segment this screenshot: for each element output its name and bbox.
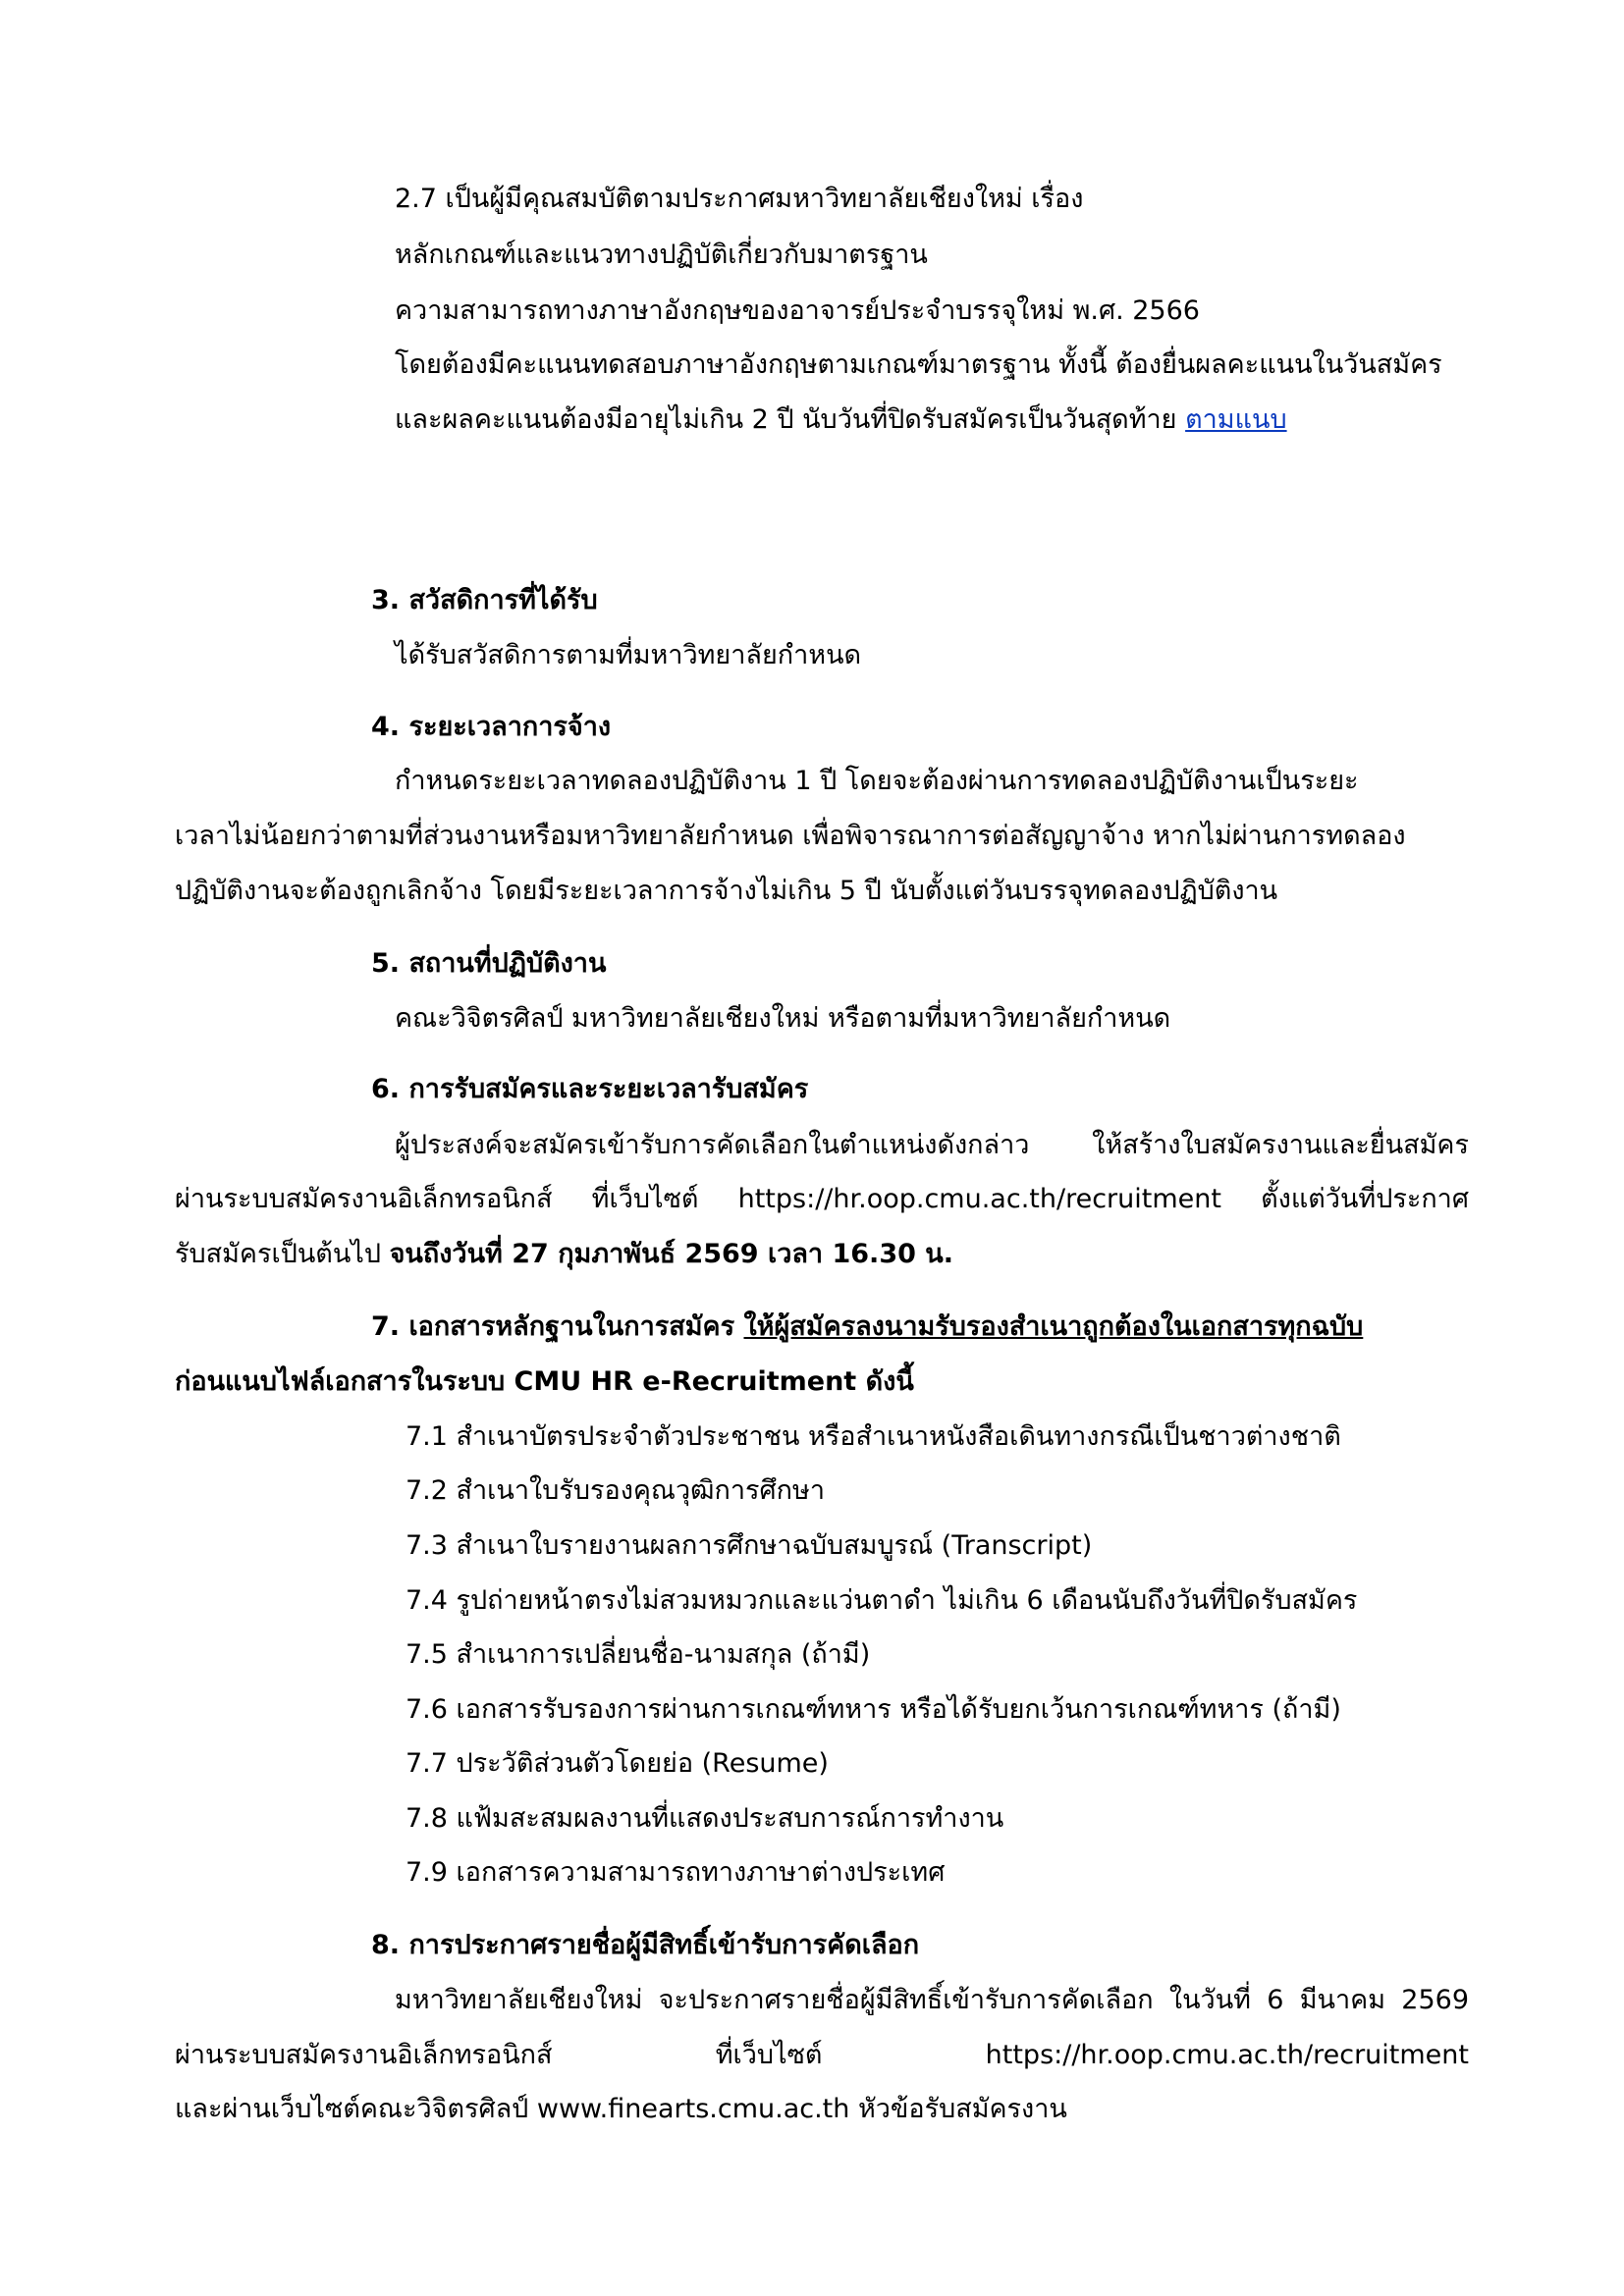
section-4-heading: 4. ระยะเวลาการจ้าง bbox=[371, 712, 612, 742]
section-8-line1: มหาวิทยาลัยเชียงใหม่ จะประกาศรายชื่อผู้มีสิทธิ์เข้ารับการคัดเลือก ในวันที่ 6 มีนาคม 2569 bbox=[395, 1985, 1469, 2015]
section-4-line1: กำหนดระยะเวลาทดลองปฏิบัติงาน 1 ปี โดยจะต้องผ่านการทดลองปฏิบัติงานเป็นระยะ bbox=[395, 766, 1359, 796]
section-8-recruitment-url: https://hr.oop.cmu.ac.th/recruitment bbox=[985, 2040, 1469, 2070]
section-7-item: 7.9 เอกสารความสามารถทางภาษาต่างประเทศ bbox=[406, 1857, 946, 1888]
section-6-line2 bbox=[175, 1180, 1469, 1219]
section-3-body: ได้รับสวัสดิการตามที่มหาวิทยาลัยกำหนด bbox=[395, 640, 862, 670]
section-8-line2-b: ที่เว็บไซต์ bbox=[715, 2040, 823, 2070]
section-6-line3 bbox=[175, 1235, 953, 1274]
section-7-heading bbox=[371, 1308, 1363, 1347]
section-4-line3: ปฏิบัติงานจะต้องถูกเลิกจ้าง โดยมีระยะเวลาการจ้างไม่เกิน 5 ปี นับตั้งแต่วันบรรจุทดลองปฏิบัติงาน bbox=[175, 876, 1278, 906]
section-7-item: 7.3 สำเนาใบรายงานผลการศึกษาฉบับสมบูรณ์ (Transcript) bbox=[406, 1530, 1093, 1561]
item-2-7-line5 bbox=[395, 400, 1287, 440]
section-7-heading-text: 7. เอกสารหลักฐานในการสมัคร bbox=[371, 1311, 735, 1342]
section-7-item: 7.1 สำเนาบัตรประจำตัวประชาชน หรือสำเนาหนังสือเดินทางกรณีเป็นชาวต่างชาติ bbox=[406, 1421, 1341, 1452]
section-7-heading-underlined: ให้ผู้สมัครลงนามรับรองสำเนาถูกต้องในเอกสารทุกฉบับ bbox=[743, 1311, 1364, 1342]
section-8-line2 bbox=[175, 2036, 1469, 2075]
section-6-line2-a: ผ่านระบบสมัครงานอิเล็กทรอนิกส์ bbox=[175, 1184, 553, 1214]
section-3-heading: 3. สวัสดิการที่ได้รับ bbox=[371, 585, 598, 615]
section-6-heading: 6. การรับสมัครและระยะเวลารับสมัคร bbox=[371, 1074, 809, 1104]
item-2-7-line3: ความสามารถทางภาษาอังกฤษของอาจารย์ประจำบรรจุใหม่ พ.ศ. 2566 bbox=[395, 295, 1200, 326]
section-6-line1-b: ให้สร้างใบสมัครงานและยื่นสมัคร bbox=[1092, 1130, 1469, 1160]
section-7-item: 7.4 รูปถ่ายหน้าตรงไม่สวมหมวกและแว่นตาดำ ไม่เกิน 6 เดือนนับถึงวันที่ปิดรับสมัคร bbox=[406, 1585, 1358, 1616]
section-7-item: 7.6 เอกสารรับรองการผ่านการเกณฑ์ทหาร หรือได้รับยกเว้นการเกณฑ์ทหาร (ถ้ามี) bbox=[406, 1694, 1341, 1725]
section-7-item: 7.8 แฟ้มสะสมผลงานที่แสดงประสบการณ์การทำงาน bbox=[406, 1803, 1004, 1834]
section-7-item: 7.5 สำเนาการเปลี่ยนชื่อ-นามสกุล (ถ้ามี) bbox=[406, 1639, 871, 1670]
section-5-heading: 5. สถานที่ปฏิบัติงาน bbox=[371, 948, 607, 979]
section-6-line1-a: ผู้ประสงค์จะสมัครเข้ารับการคัดเลือกในตำแหน่งดังกล่าว bbox=[395, 1130, 1030, 1160]
item-2-7-line5-text: และผลคะแนนต้องมีอายุไม่เกิน 2 ปี นับวันที่ปิดรับสมัครเป็นวันสุดท้าย bbox=[395, 404, 1177, 435]
section-4-line2: เวลาไม่น้อยกว่าตามที่ส่วนงานหรือมหาวิทยาลัยกำหนด เพื่อพิจารณาการต่อสัญญาจ้าง หากไม่ผ่านการทดลอง bbox=[175, 821, 1406, 851]
section-6-deadline: จนถึงวันที่ 27 กุมภาพันธ์ 2569 เวลา 16.30 น. bbox=[389, 1239, 954, 1269]
attachment-link[interactable]: ตามแนบ bbox=[1185, 404, 1287, 435]
section-6-recruitment-url: https://hr.oop.cmu.ac.th/recruitment bbox=[737, 1184, 1221, 1214]
section-8-line3: และผ่านเว็บไซต์คณะวิจิตรศิลป์ www.finearts.cmu.ac.th หัวข้อรับสมัครงาน bbox=[175, 2094, 1067, 2124]
item-2-7-line1: 2.7 เป็นผู้มีคุณสมบัติตามประกาศมหาวิทยาลัยเชียงใหม่ เรื่อง bbox=[395, 184, 1084, 214]
section-6-line1 bbox=[395, 1126, 1469, 1165]
section-7-item: 7.7 ประวัติส่วนตัวโดยย่อ (Resume) bbox=[406, 1748, 829, 1779]
section-6-line2-d: ตั้งแต่วันที่ประกาศ bbox=[1261, 1184, 1469, 1214]
section-7-heading-line2: ก่อนแนบไฟล์เอกสารในระบบ CMU HR e-Recruitment ดังนี้ bbox=[175, 1366, 914, 1397]
section-6-line2-b: ที่เว็บไซต์ bbox=[591, 1184, 699, 1214]
section-5-body: คณะวิจิตรศิลป์ มหาวิทยาลัยเชียงใหม่ หรือตามที่มหาวิทยาลัยกำหนด bbox=[395, 1003, 1171, 1034]
section-7-item: 7.2 สำเนาใบรับรองคุณวุฒิการศึกษา bbox=[406, 1475, 825, 1506]
section-8-line2-a: ผ่านระบบสมัครงานอิเล็กทรอนิกส์ bbox=[175, 2040, 553, 2070]
section-8-heading: 8. การประกาศรายชื่อผู้มีสิทธิ์เข้ารับการคัดเลือก bbox=[371, 1930, 920, 1960]
item-2-7-line2: หลักเกณฑ์และแนวทางปฏิบัติเกี่ยวกับมาตรฐาน bbox=[395, 240, 928, 270]
section-6-line3-a: รับสมัครเป็นต้นไป bbox=[175, 1239, 382, 1269]
item-2-7-line4: โดยต้องมีคะแนนทดสอบภาษาอังกฤษตามเกณฑ์มาตรฐาน ทั้งนี้ ต้องยื่นผลคะแนนในวันสมัคร bbox=[395, 349, 1442, 380]
